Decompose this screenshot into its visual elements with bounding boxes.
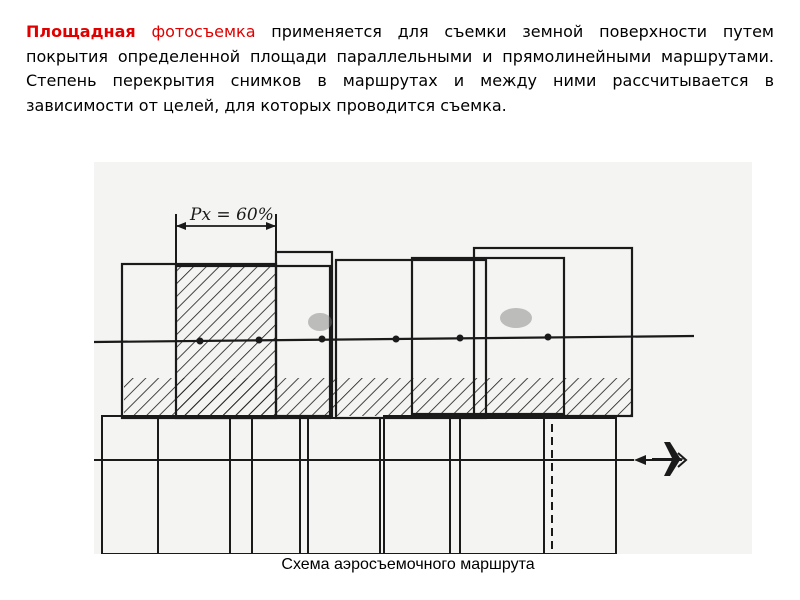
lower-flight-axis [94, 455, 682, 465]
description-paragraph [26, 20, 774, 118]
paragraph-text: применяется для съемки земной поверхности путем покрытия определенной площади параллельными и прямолинейными маршрутами. Степень перекрытия снимков в маршрутах и между ними рассчитывается в зависимости от целей, для которых проводится съемка. [26, 22, 774, 115]
aircraft-icon [652, 442, 686, 476]
lower-route-frames [102, 416, 616, 554]
scan-smudge [500, 308, 532, 328]
aerial-route-scheme-figure [94, 162, 752, 554]
route-scheme-drawing [94, 162, 752, 554]
overlap-label: Px = 60% [190, 205, 274, 225]
scan-smudge [308, 313, 332, 331]
term-bold: Площадная [26, 22, 136, 41]
side-overlap-hatch [124, 378, 632, 416]
figure-caption: Схема аэросъемочного маршрута [281, 556, 535, 573]
term-highlight: фотосъемка [151, 22, 256, 41]
overlap-dimension [176, 205, 276, 266]
